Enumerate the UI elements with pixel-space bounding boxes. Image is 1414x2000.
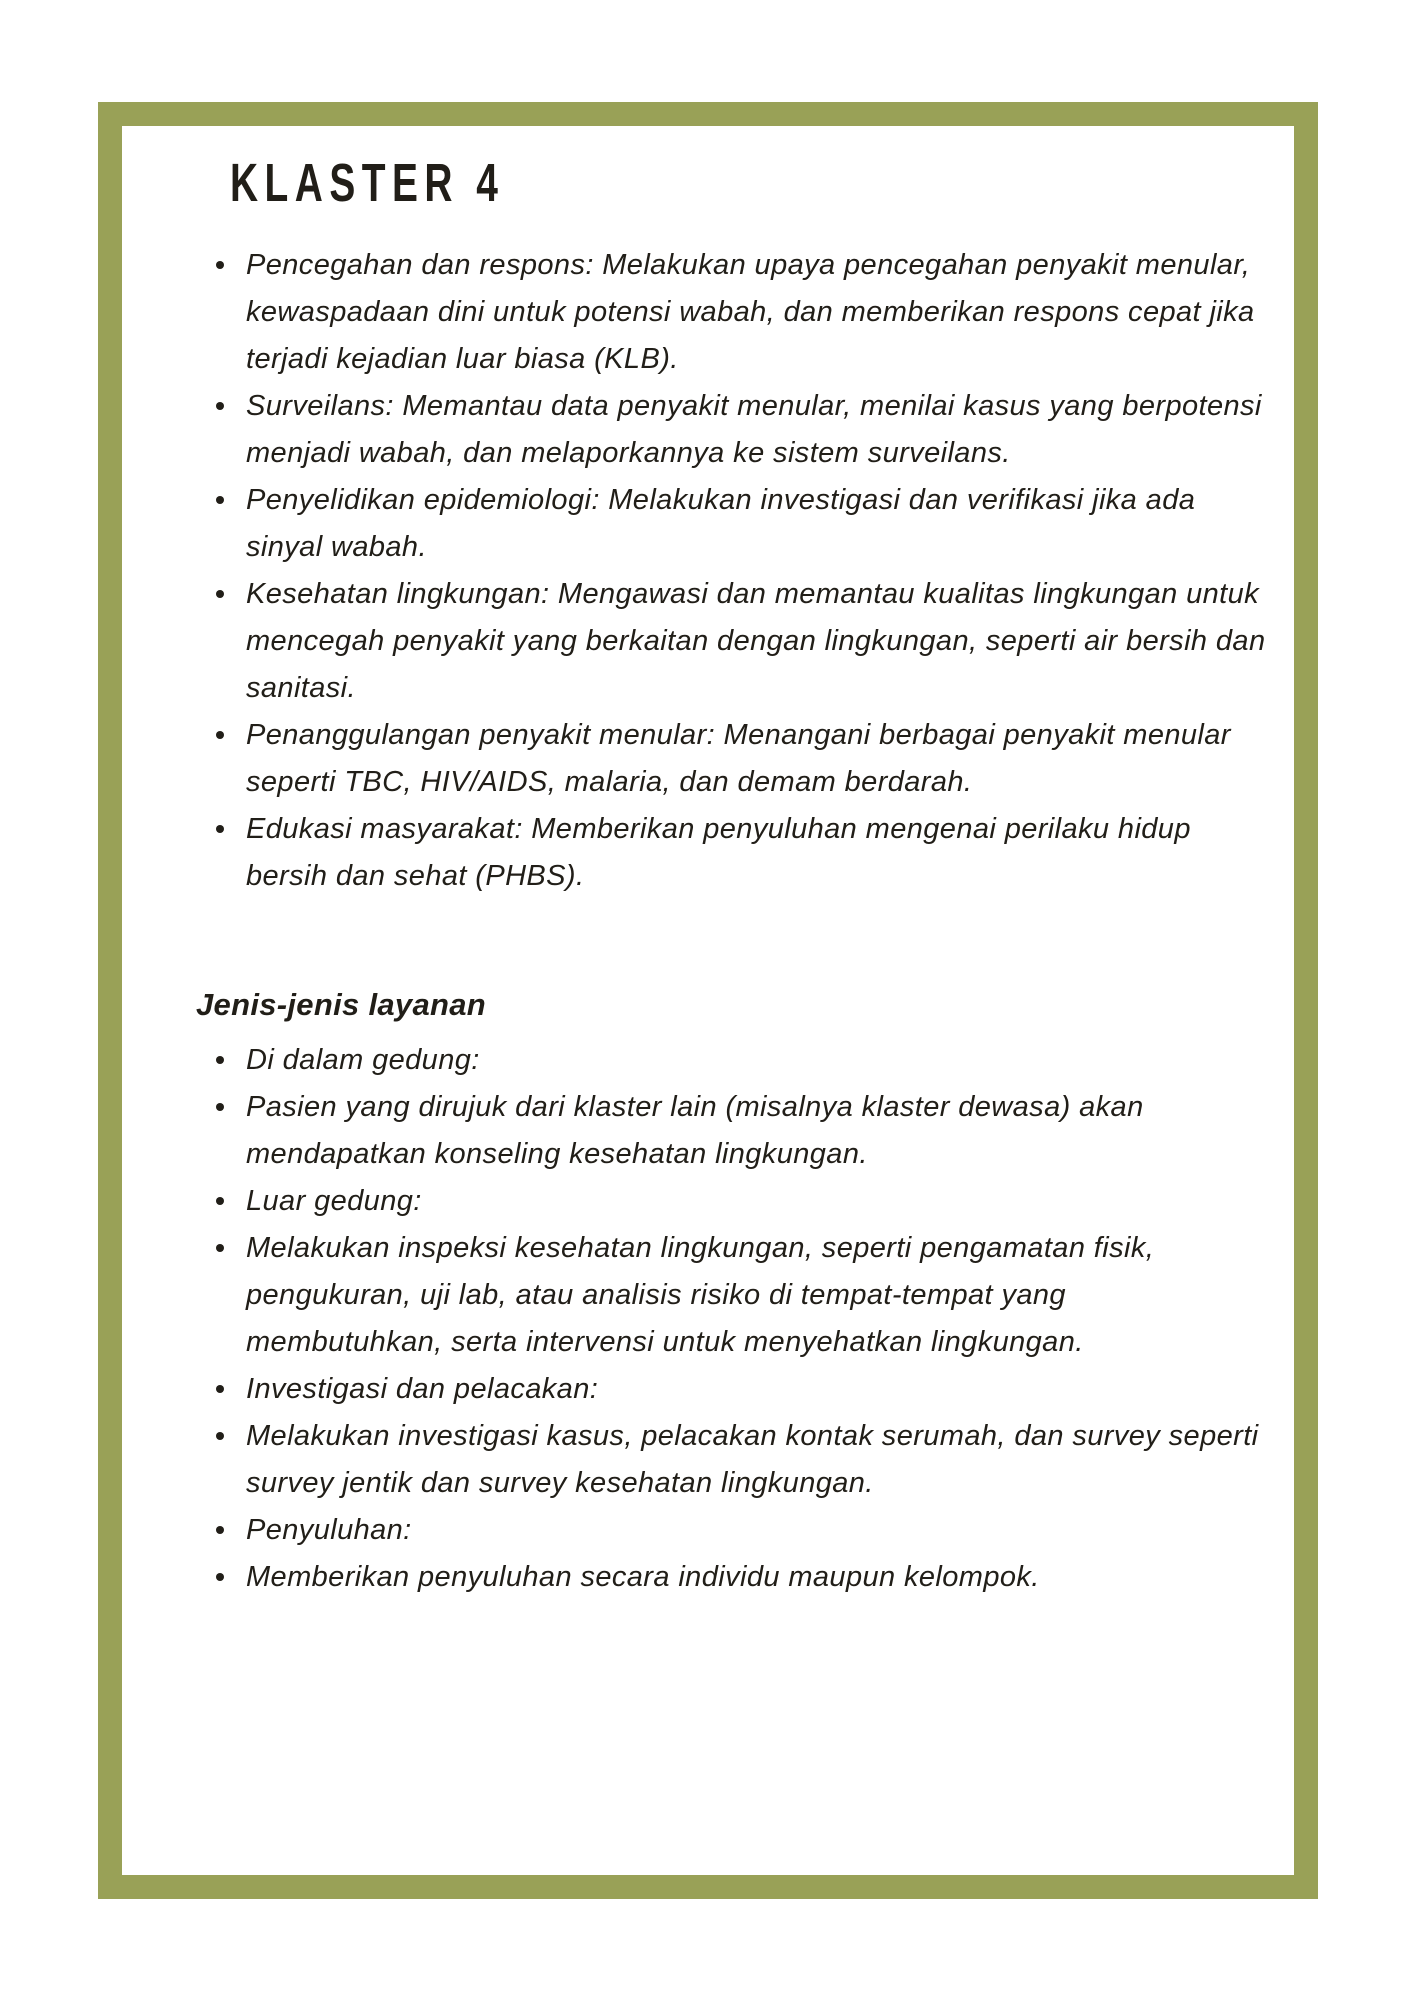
list-item — [216, 712, 1266, 806]
list-item-text: Memberikan penyuluhan secara individu maupun kelompok. — [246, 1561, 1040, 1593]
bullet-icon — [216, 1526, 224, 1534]
bullet-icon — [216, 261, 224, 269]
list-item-text: Investigasi dan pelacakan: — [246, 1373, 599, 1405]
list-item-text: Pencegahan dan respons: Melakukan upaya pencegahan penyakit menular, kewaspadaan dini untuk potensi wabah, dan memberikan respons cepat jika terjadi kejadian luar biasa (KLB). — [246, 249, 1255, 375]
bullet-icon — [216, 1432, 224, 1440]
list-item-text: Melakukan investigasi kasus, pelacakan kontak serumah, dan survey seperti survey jentik dan survey kesehatan lingkungan. — [246, 1420, 1259, 1499]
list-item-text: Di dalam gedung: — [246, 1044, 480, 1076]
bullet-icon — [216, 402, 224, 410]
services-section-heading: Jenis-jenis layanan — [196, 987, 486, 1022]
bullet-icon — [216, 1385, 224, 1393]
list-item — [216, 1507, 1266, 1554]
functions-list — [216, 242, 1266, 900]
list-item — [216, 1084, 1266, 1178]
bullet-icon — [216, 1244, 224, 1252]
list-item — [216, 806, 1266, 900]
list-item-text: Penyelidikan epidemiologi: Melakukan investigasi dan verifikasi jika ada sinyal wabah. — [246, 484, 1196, 563]
list-item-text: Penyuluhan: — [246, 1514, 412, 1546]
list-item — [216, 1413, 1266, 1507]
list-item — [216, 1178, 1266, 1225]
list-item-text: Pasien yang dirujuk dari klaster lain (misalnya klaster dewasa) akan mendapatkan konseling kesehatan lingkungan. — [246, 1091, 1144, 1170]
bullet-icon — [216, 1056, 224, 1064]
page-title: KLASTER 4 — [230, 153, 505, 213]
list-item-text: Kesehatan lingkungan: Mengawasi dan memantau kualitas lingkungan untuk mencegah penyakit yang berkaitan dengan lingkungan, seperti air bersih dan sanitasi. — [246, 578, 1266, 704]
list-item-text: Luar gedung: — [246, 1185, 422, 1217]
bullet-icon — [216, 731, 224, 739]
services-list — [216, 1037, 1266, 1601]
list-item — [216, 1225, 1266, 1366]
bullet-icon — [216, 590, 224, 598]
list-item — [216, 477, 1266, 571]
list-item-text: Edukasi masyarakat: Memberikan penyuluhan mengenai perilaku hidup bersih dan sehat (PHBS). — [246, 813, 1191, 892]
list-item — [216, 242, 1266, 383]
list-item — [216, 1554, 1266, 1601]
bullet-icon — [216, 825, 224, 833]
list-item — [216, 1037, 1266, 1084]
bullet-icon — [216, 1103, 224, 1111]
list-item-text: Melakukan inspeksi kesehatan lingkungan, seperti pengamatan fisik, pengukuran, uji lab, atau analisis risiko di tempat-tempat yang membutuhkan, serta intervensi untuk menyehatkan lingkungan. — [246, 1232, 1155, 1358]
bullet-icon — [216, 1573, 224, 1581]
list-item — [216, 571, 1266, 712]
list-item-text: Surveilans: Memantau data penyakit menular, menilai kasus yang berpotensi menjadi wabah, dan melaporkannya ke sistem surveilans. — [246, 390, 1262, 469]
list-item-text: Penanggulangan penyakit menular: Menangani berbagai penyakit menular seperti TBC, HIV/AIDS, malaria, dan demam berdarah. — [246, 719, 1231, 798]
bullet-icon — [216, 1197, 224, 1205]
bullet-icon — [216, 496, 224, 504]
list-item — [216, 1366, 1266, 1413]
list-item — [216, 383, 1266, 477]
